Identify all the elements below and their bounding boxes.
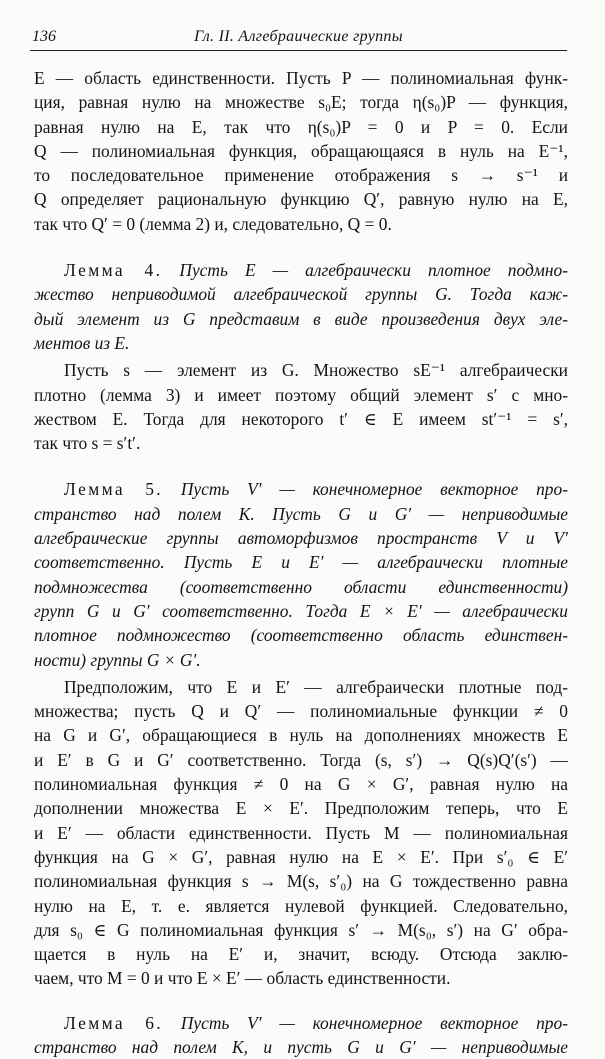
text-line: соответственно. Пусть E и E′ — алгебраически плотные: [34, 552, 568, 573]
text-line: Q определяет рациональную функцию Q′, равную нулю на E,: [34, 189, 568, 210]
text-line: на G и G′, обращающиеся в нуль на дополнениях множеств E: [34, 725, 568, 746]
text-line: групп G и G′ соответственно. Тогда E × E′ — алгебраически: [34, 600, 568, 621]
text-line: алгебраические группы автоморфизмов пространств V и V′: [34, 528, 568, 549]
text-line: щается в нуль на E′ и, значит, всюду. Отсюда заклю-: [34, 944, 568, 965]
text-line: Пусть V′ — конечномерное векторное про-: [180, 1012, 568, 1033]
text-line: ности) группы G × G′.: [34, 649, 201, 670]
paragraph-intro: [34, 66, 568, 236]
text-line: жество неприводимой алгебраической группы G. Тогда каж-: [34, 284, 568, 305]
text-line: ция, равная нулю на множестве s₀E; тогда η(s₀)P — функция,: [34, 92, 568, 113]
text-line: то последовательное применение отображения s → s⁻¹ и: [34, 165, 568, 186]
text-line: плотно (лемма 3) и имеет поэтому общий элемент s′ с мно-: [34, 384, 568, 405]
text-line: подмножества (соответственно области единственности): [34, 576, 568, 597]
text-line: дополнении множества E × E′. Предположим теперь, что E: [34, 798, 568, 819]
text-line: ментов из E.: [34, 332, 130, 353]
text-line: плотное подмножество (соответственно область единствен-: [34, 625, 568, 646]
text-line: равная нулю на E, так что η(s₀)P = 0 и P = 0. Если: [34, 116, 568, 137]
text-line: жеством E. Тогда для некоторого t′ ∈ E имеем st′⁻¹ = s′,: [34, 408, 568, 429]
text-line: так что Q′ = 0 (лемма 2) и, следовательно, Q = 0.: [34, 213, 392, 234]
lemma-label: Лемма 5.: [64, 479, 164, 500]
text-line: чаем, что M = 0 и что E × E′ — область единственности.: [34, 968, 451, 989]
lemma-label: Лемма 4.: [64, 260, 163, 281]
text-line: странство над полем K, и пусть G и G′ — неприводимые: [34, 1036, 568, 1057]
text-line: функция на G × G′, равная нулю на E × E′. При s′₀ ∈ E′: [34, 846, 568, 867]
text-line: для s₀ ∈ G полиномиальная функция s′ → M(s₀, s′) на G′ обра-: [34, 919, 568, 940]
text-line: дый элемент из G представим в виде произведения двух эле-: [34, 308, 568, 329]
text-line: и E′ — области единственности. Пусть M — полиномиальная: [34, 822, 568, 843]
text-line: странство над полем K. Пусть G и G′ — неприводимые: [34, 503, 568, 524]
page-body: [34, 66, 568, 1059]
lemma-label: Лемма 6.: [64, 1012, 164, 1033]
lemma-5-statement: [34, 477, 568, 671]
text-line: Пусть V′ — конечномерное векторное про-: [180, 479, 568, 500]
text-line: множества; пусть Q и Q′ — полиномиальные функции ≠ 0: [34, 701, 568, 722]
lemma-5-proof: [34, 675, 568, 991]
text-line: и E′ в G и G′ соответственно. Тогда (s, s′) → Q(s)Q′(s′) —: [34, 749, 568, 770]
running-title: Гл. II. Алгебраические группы: [194, 28, 403, 45]
lemma-4-statement: [34, 258, 568, 355]
lemma-4-proof: [34, 358, 568, 455]
text-line: Пусть E — алгебраически плотное подмно-: [179, 260, 568, 281]
text-line: так что s = s′t′.: [34, 433, 141, 454]
page-number: 136: [32, 28, 56, 45]
text-line: нулю на E, т. е. является нулевой функцией. Следовательно,: [34, 895, 568, 916]
text-line: Q — полиномиальная функция, обращающаяся в нуль на E⁻¹,: [34, 140, 568, 161]
text-line: E — область единственности. Пусть P — полиномиальная функ-: [34, 68, 568, 88]
text-line: Пусть s — элемент из G. Множество sE⁻¹ алгебраически: [64, 360, 568, 381]
lemma-6-statement: [34, 1011, 568, 1059]
text-line: Предположим, что E и E′ — алгебраически плотные под-: [64, 676, 568, 697]
page-header: [30, 28, 567, 51]
text-line: полиномиальная функция s → M(s, s′₀) на G тождественно равна: [34, 871, 568, 892]
text-line: полиномиальная функция ≠ 0 на G × G′, равная нулю на: [34, 774, 568, 795]
